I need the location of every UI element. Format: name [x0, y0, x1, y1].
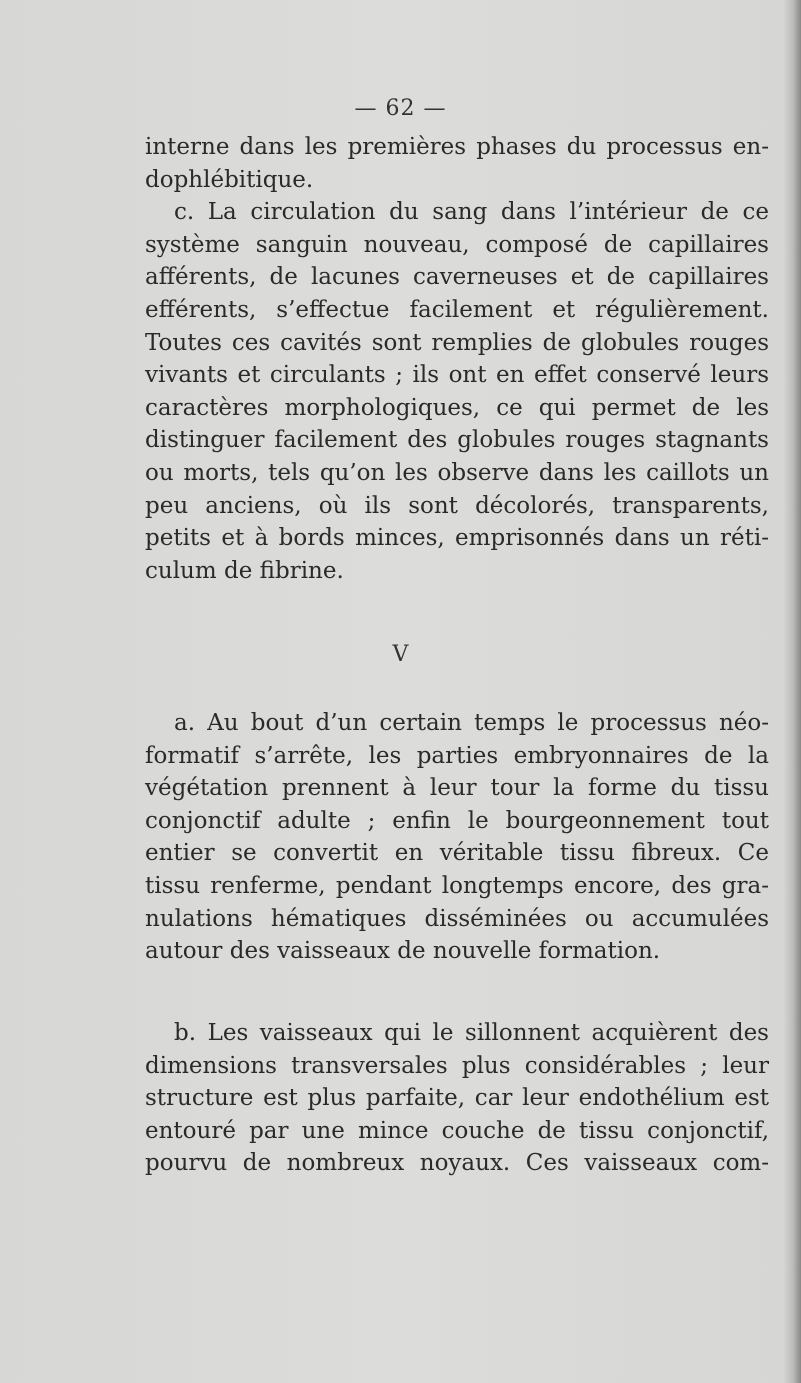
page-edge-shadow: [783, 0, 801, 1383]
page-number: — 62 —: [354, 96, 447, 121]
text-line: structure est plus parfaite, car leur endothélium est: [145, 1085, 769, 1112]
text-line: ou morts, tels qu’on les observe dans les caillots un: [145, 459, 769, 486]
text-line: b. Les vaisseaux qui le sillonnent acquièrent des: [174, 1020, 769, 1046]
text-line: Toutes ces cavités sont remplies de globules rouges: [145, 329, 769, 356]
text-line: a. Au bout d’un certain temps le processus néo-: [174, 710, 769, 736]
text-line: distinguer facilement des globules rouges stagnants: [145, 427, 769, 454]
paragraph-block-2: [145, 707, 769, 968]
text-line: pourvu de nombreux noyaux. Ces vaisseaux com-: [145, 1150, 769, 1177]
text-line: culum de fibrine.: [145, 557, 344, 584]
text-line: système sanguin nouveau, composé de capillaires: [145, 231, 769, 258]
text-line: autour des vaisseaux de nouvelle formation.: [145, 938, 661, 965]
text-line: formatif s’arrête, les parties embryonnaires de la: [145, 742, 769, 769]
text-line: conjonctif adulte ; enfin le bourgeonnement tout: [145, 807, 769, 834]
text-line: vivants et circulants ; ils ont en effet conservé leurs: [145, 362, 769, 389]
text-line: nulations hématiques disséminées ou accumulées: [145, 905, 769, 932]
text-line: entouré par une mince couche de tissu conjonctif,: [145, 1117, 769, 1144]
text-line: efférents, s’effectue facilement et régulièrement.: [145, 296, 769, 323]
text-line: afférents, de lacunes caverneuses et de capillaires: [145, 264, 769, 291]
text-line: entier se convertit en véritable tissu fibreux. Ce: [145, 840, 769, 867]
text-line: végétation prennent à leur tour la forme du tissu: [145, 775, 769, 802]
text-line: interne dans les premières phases du processus en-: [145, 134, 769, 160]
text-line: caractères morphologiques, ce qui permet de les: [145, 394, 769, 421]
text-line: peu anciens, où ils sont décolorés, transparents,: [145, 492, 769, 519]
paragraph-block-3: [145, 1017, 769, 1180]
text-line: dimensions transversales plus considérables ; leur: [145, 1052, 769, 1079]
text-line: petits et à bords minces, emprisonnés dans un réti-: [145, 525, 769, 552]
text-line: dophlébitique.: [145, 166, 314, 193]
text-line: tissu renferme, pendant longtemps encore, des gra-: [145, 872, 769, 899]
text-line: c. La circulation du sang dans l’intérieur de ce: [174, 199, 769, 226]
paragraph-block-1: [145, 131, 769, 587]
section-heading: V: [392, 642, 409, 667]
